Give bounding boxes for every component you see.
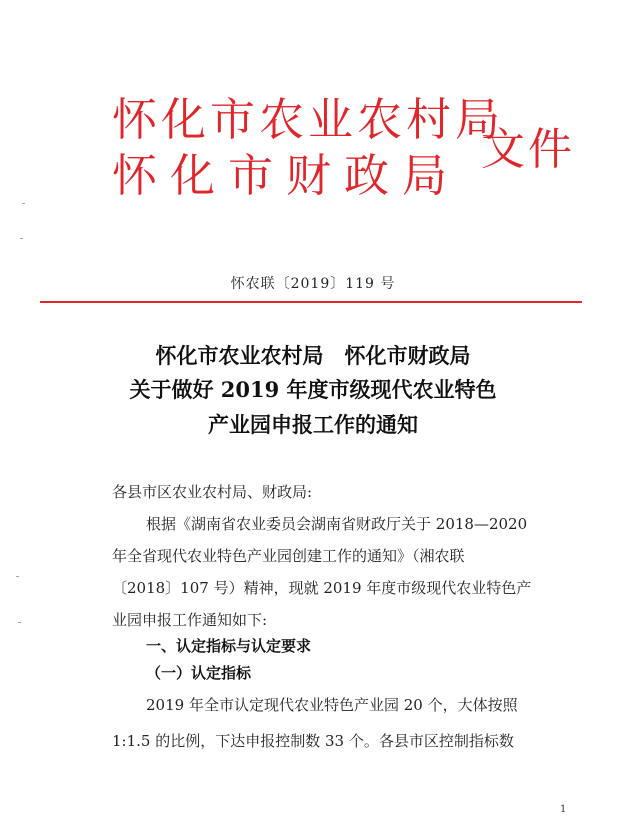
scan-speck <box>22 203 25 204</box>
paragraph-1-line: 年全省现代农业特色产业园创建工作的通知》（湘农联 <box>112 547 465 565</box>
scan-speck <box>20 238 23 239</box>
addressee: 各县市区农业农村局、财政局: <box>112 483 313 501</box>
issuing-agency-finance: 怀化市财政局 <box>112 149 461 202</box>
issuing-agency-agriculture: 怀化市农业农村局 <box>112 93 505 146</box>
notice-title-line-3: 产业园申报工作的通知 <box>208 412 418 437</box>
paragraph-1-line: 〔2018〕107 号）精神，现就 2019 年度市级现代农业特色产 <box>112 579 532 597</box>
subsection-heading: （一）认定指标 <box>146 664 252 682</box>
notice-title-line-2: 关于做好 2019 年度市级现代农业特色 <box>129 377 497 402</box>
paragraph-2-line: 2019 年全市认定现代农业特色产业园 20 个，大体按照 <box>146 696 518 714</box>
scan-speck <box>18 622 21 623</box>
paragraph-1-line: 业园申报工作通知如下: <box>112 611 268 629</box>
notice-title-line-1: 怀化市农业农村局 怀化市财政局 <box>155 343 471 368</box>
document-number: 怀农联〔2019〕119 号 <box>230 276 396 292</box>
section-heading: 一、认定指标与认定要求 <box>146 637 312 655</box>
document-type-label: 文件 <box>481 124 575 175</box>
red-divider-rule <box>40 301 582 303</box>
page-number: 1 <box>560 804 567 815</box>
paragraph-2-line: 1:1.5 的比例，下达申报控制数 33 个。各县市区控制指标数 <box>112 732 514 750</box>
paragraph-1-line: 根据《湖南省农业委员会湖南省财政厅关于 2018—2020 <box>146 515 528 533</box>
scan-speck <box>16 576 19 577</box>
